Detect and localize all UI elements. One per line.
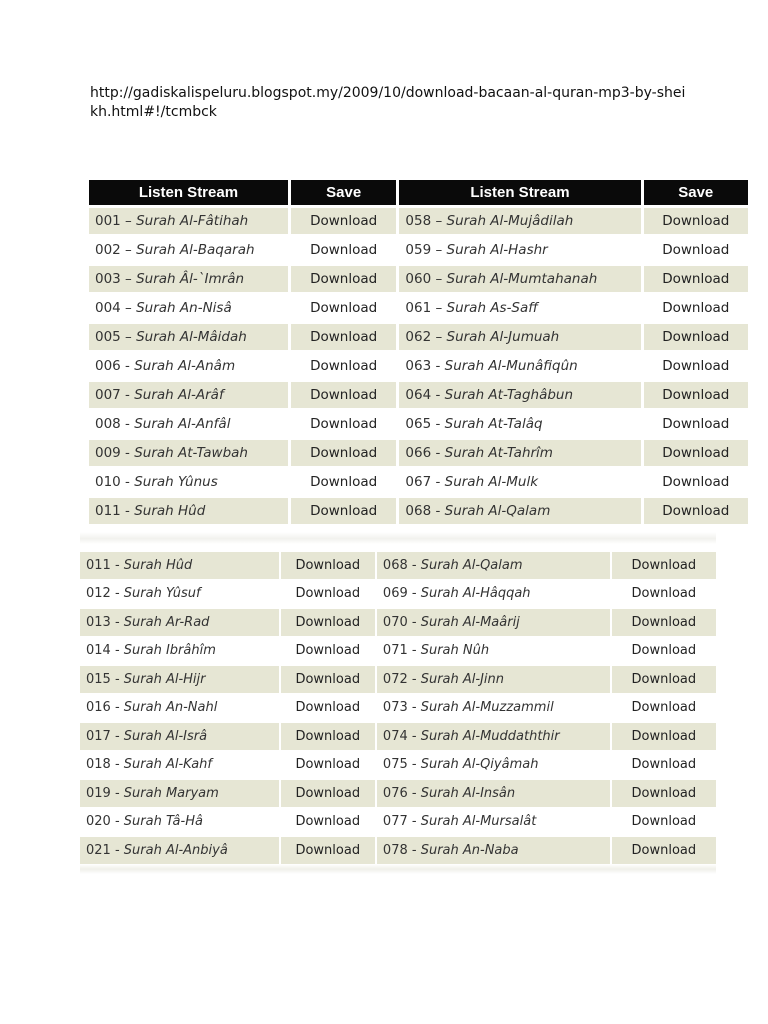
download-link[interactable]: Download xyxy=(281,723,375,750)
surah-number: 004 – xyxy=(95,300,137,316)
table-row xyxy=(80,695,716,722)
surah-number: 003 – xyxy=(95,271,137,287)
surah-number: 072 - xyxy=(382,671,421,687)
header-save: Save xyxy=(291,180,396,205)
surah-number: 064 - xyxy=(405,387,445,403)
download-link[interactable]: Download xyxy=(291,266,396,292)
download-link[interactable]: Download xyxy=(291,469,396,495)
surah-number: 010 - xyxy=(95,474,135,490)
surah-name-link[interactable]: Surah Al-Anbiyâ xyxy=(123,842,228,858)
surah-name-link[interactable]: Surah Al-Muddaththir xyxy=(420,728,560,744)
source-url[interactable]: http://gadiskalispeluru.blogspot.my/2009/10/download-bacaan-al-quran-mp3-by-sheikh.html#!/tcmbck xyxy=(90,85,686,120)
surah-number: 078 - xyxy=(382,842,421,858)
download-link[interactable]: Download xyxy=(612,752,716,779)
surah-name-link[interactable]: Surah Yûnus xyxy=(134,474,218,490)
surah-name-link[interactable]: Surah Al-Maârij xyxy=(420,614,520,630)
header-listen-stream: Listen Stream xyxy=(89,180,288,205)
surah-number: 013 - xyxy=(86,614,124,630)
header-save: Save xyxy=(644,180,749,205)
surah-stream-cell[interactable] xyxy=(80,695,279,722)
table-row xyxy=(89,498,748,524)
download-link[interactable]: Download xyxy=(644,324,749,350)
download-link[interactable]: Download xyxy=(644,208,749,234)
surah-stream-cell[interactable] xyxy=(89,266,288,292)
download-link[interactable]: Download xyxy=(612,723,716,750)
surah-number: 005 – xyxy=(95,329,137,345)
surah-number: 060 – xyxy=(405,271,447,287)
download-link[interactable]: Download xyxy=(281,752,375,779)
surah-name-link[interactable]: Surah As-Saff xyxy=(446,300,539,316)
surah-name-link[interactable]: Surah At-Taghâbun xyxy=(444,387,574,403)
surah-stream-cell[interactable] xyxy=(80,837,279,864)
table-row xyxy=(89,266,748,292)
download-link[interactable]: Download xyxy=(644,266,749,292)
surah-name-link[interactable]: Surah Al-Insân xyxy=(420,785,516,801)
table-row xyxy=(89,208,748,234)
surah-table-top-body xyxy=(89,208,748,524)
surah-number: 066 - xyxy=(405,445,445,461)
download-link[interactable]: Download xyxy=(291,353,396,379)
surah-number: 074 - xyxy=(382,728,421,744)
surah-number: 011 - xyxy=(95,503,135,519)
download-link[interactable]: Download xyxy=(612,609,716,636)
surah-stream-cell[interactable] xyxy=(377,695,610,722)
download-link[interactable]: Download xyxy=(644,382,749,408)
surah-number: 061 – xyxy=(405,300,447,316)
surah-number: 068 - xyxy=(405,503,445,519)
download-link[interactable]: Download xyxy=(291,237,396,263)
surah-stream-cell[interactable] xyxy=(377,552,610,579)
surah-stream-cell[interactable] xyxy=(399,382,640,408)
surah-number: 076 - xyxy=(382,785,421,801)
surah-stream-cell[interactable] xyxy=(377,638,610,665)
surah-number: 014 - xyxy=(86,643,124,659)
surah-stream-cell[interactable] xyxy=(377,837,610,864)
surah-name-link[interactable]: Surah Al-Arâf xyxy=(134,387,224,403)
cropped-row-edge xyxy=(80,864,716,874)
surah-number: 018 - xyxy=(86,757,124,773)
surah-name-link[interactable]: Surah Al-Mulk xyxy=(444,474,539,490)
table-row xyxy=(80,609,716,636)
surah-name-link[interactable]: Surah Al-Hâqqah xyxy=(420,586,531,602)
surah-number: 008 - xyxy=(95,416,135,432)
surah-stream-cell[interactable] xyxy=(89,440,288,466)
surah-number: 063 - xyxy=(405,358,445,374)
surah-number: 012 - xyxy=(86,586,124,602)
table-row xyxy=(80,752,716,779)
table-row xyxy=(89,382,748,408)
table-header-row xyxy=(89,180,748,205)
download-link[interactable]: Download xyxy=(281,638,375,665)
download-link[interactable]: Download xyxy=(281,609,375,636)
download-link[interactable]: Download xyxy=(612,695,716,722)
download-link[interactable]: Download xyxy=(612,552,716,579)
download-link[interactable]: Download xyxy=(291,411,396,437)
surah-name-link[interactable]: Surah Al-Mâidah xyxy=(136,329,247,345)
surah-name-link[interactable]: Surah At-Tahrîm xyxy=(444,445,553,461)
download-link[interactable]: Download xyxy=(281,666,375,693)
surah-stream-cell[interactable] xyxy=(89,208,288,234)
surah-number: 021 - xyxy=(86,842,124,858)
surah-name-link[interactable]: Surah Al-Baqarah xyxy=(136,242,255,258)
surah-number: 077 - xyxy=(382,814,421,830)
download-link[interactable]: Download xyxy=(281,581,375,608)
surah-stream-cell[interactable] xyxy=(377,809,610,836)
surah-name-link[interactable]: Surah Al-Kahf xyxy=(123,757,212,773)
surah-name-link[interactable]: Surah Al-Munâfiqûn xyxy=(444,358,578,374)
surah-name-link[interactable]: Surah An-Nisâ xyxy=(136,300,232,316)
surah-stream-cell[interactable] xyxy=(399,237,640,263)
surah-name-link[interactable]: Surah Hûd xyxy=(134,503,206,519)
surah-stream-cell[interactable] xyxy=(89,498,288,524)
surah-stream-cell[interactable] xyxy=(399,266,640,292)
download-link[interactable]: Download xyxy=(291,295,396,321)
cropped-row-edge xyxy=(80,532,716,544)
download-link[interactable]: Download xyxy=(644,498,749,524)
download-link[interactable]: Download xyxy=(644,469,749,495)
download-link[interactable]: Download xyxy=(281,695,375,722)
download-link[interactable]: Download xyxy=(612,780,716,807)
surah-name-link[interactable]: Surah Ar-Rad xyxy=(123,614,210,630)
surah-name-link[interactable]: Surah Al-Hijr xyxy=(123,671,206,687)
surah-name-link[interactable]: Surah Tâ-Hâ xyxy=(123,814,203,830)
surah-number: 017 - xyxy=(86,728,124,744)
download-link[interactable]: Download xyxy=(291,208,396,234)
surah-name-link[interactable]: Surah At-Talâq xyxy=(444,416,543,432)
surah-stream-cell[interactable] xyxy=(377,666,610,693)
download-link[interactable]: Download xyxy=(281,837,375,864)
surah-number: 020 - xyxy=(86,814,124,830)
download-link[interactable]: Download xyxy=(291,498,396,524)
surah-number: 067 - xyxy=(405,474,445,490)
table-row xyxy=(80,638,716,665)
download-link[interactable]: Download xyxy=(291,382,396,408)
surah-number: 009 - xyxy=(95,445,135,461)
surah-number: 007 - xyxy=(95,387,135,403)
surah-number: 019 - xyxy=(86,785,124,801)
surah-name-link[interactable]: Surah Al-Anâm xyxy=(134,358,236,374)
table-row xyxy=(80,837,716,864)
surah-stream-cell[interactable] xyxy=(80,809,279,836)
surah-stream-cell[interactable] xyxy=(399,208,640,234)
surah-name-link[interactable]: Surah An-Naba xyxy=(420,842,519,858)
surah-stream-cell[interactable] xyxy=(399,353,640,379)
surah-name-link[interactable]: Surah Âl-`Imrân xyxy=(136,271,245,287)
surah-stream-cell[interactable] xyxy=(89,324,288,350)
surah-number: 015 - xyxy=(86,671,124,687)
surah-name-link[interactable]: Surah Yûsuf xyxy=(123,586,201,602)
surah-table-bottom xyxy=(78,550,718,866)
download-link[interactable]: Download xyxy=(612,666,716,693)
surah-name-link[interactable]: Surah Al-Qalam xyxy=(420,557,523,573)
download-link[interactable]: Download xyxy=(612,638,716,665)
download-link[interactable]: Download xyxy=(281,552,375,579)
surah-stream-cell[interactable] xyxy=(377,752,610,779)
download-link[interactable]: Download xyxy=(291,324,396,350)
surah-name-link[interactable]: Surah At-Tawbah xyxy=(134,445,248,461)
surah-name-link[interactable]: Surah Al-Anfâl xyxy=(134,416,231,432)
surah-stream-cell[interactable] xyxy=(80,752,279,779)
download-link[interactable]: Download xyxy=(291,440,396,466)
download-link[interactable]: Download xyxy=(612,581,716,608)
surah-name-link[interactable]: Surah Nûh xyxy=(420,643,490,659)
surah-stream-cell[interactable] xyxy=(89,295,288,321)
surah-name-link[interactable]: Surah Al-Qalam xyxy=(444,503,551,519)
surah-stream-cell[interactable] xyxy=(399,498,640,524)
surah-number: 001 – xyxy=(95,213,137,229)
table-row xyxy=(89,469,748,495)
table-row xyxy=(89,237,748,263)
surah-name-link[interactable]: Surah Al-Mujâdilah xyxy=(446,213,574,229)
surah-stream-cell[interactable] xyxy=(80,666,279,693)
surah-stream-cell[interactable] xyxy=(89,469,288,495)
surah-number: 075 - xyxy=(382,757,421,773)
surah-name-link[interactable]: Surah Hûd xyxy=(123,557,193,573)
download-link[interactable]: Download xyxy=(281,780,375,807)
surah-number: 071 - xyxy=(382,643,421,659)
surah-number: 059 – xyxy=(405,242,447,258)
table-row xyxy=(80,809,716,836)
surah-name-link[interactable]: Surah An-Nahl xyxy=(123,700,218,716)
download-link[interactable]: Download xyxy=(644,440,749,466)
surah-table-top xyxy=(86,177,751,527)
download-link[interactable]: Download xyxy=(644,237,749,263)
download-link[interactable]: Download xyxy=(612,809,716,836)
surah-stream-cell[interactable] xyxy=(377,609,610,636)
surah-stream-cell[interactable] xyxy=(89,382,288,408)
download-link[interactable]: Download xyxy=(612,837,716,864)
table-row xyxy=(80,552,716,579)
surah-number: 016 - xyxy=(86,700,124,716)
surah-number: 002 – xyxy=(95,242,137,258)
surah-name-link[interactable]: Surah Al-Jinn xyxy=(420,671,504,687)
table-row xyxy=(80,780,716,807)
header-listen-stream: Listen Stream xyxy=(399,180,640,205)
surah-number: 011 - xyxy=(86,557,124,573)
surah-number: 006 - xyxy=(95,358,135,374)
surah-stream-cell[interactable] xyxy=(399,411,640,437)
download-link[interactable]: Download xyxy=(281,809,375,836)
surah-stream-cell[interactable] xyxy=(89,353,288,379)
surah-number: 070 - xyxy=(382,614,421,630)
surah-name-link[interactable]: Surah Al-Isrâ xyxy=(123,728,208,744)
surah-stream-cell[interactable] xyxy=(377,723,610,750)
surah-name-link[interactable]: Surah Al-Hashr xyxy=(446,242,548,258)
surah-stream-cell[interactable] xyxy=(80,638,279,665)
surah-stream-cell[interactable] xyxy=(89,411,288,437)
surah-stream-cell[interactable] xyxy=(399,324,640,350)
surah-stream-cell[interactable] xyxy=(377,780,610,807)
table-row xyxy=(89,353,748,379)
surah-number: 069 - xyxy=(382,586,421,602)
surah-stream-cell[interactable] xyxy=(377,581,610,608)
surah-stream-cell[interactable] xyxy=(80,609,279,636)
surah-stream-cell[interactable] xyxy=(80,723,279,750)
surah-number: 065 - xyxy=(405,416,445,432)
surah-stream-cell[interactable] xyxy=(399,295,640,321)
table-row xyxy=(89,295,748,321)
surah-name-link[interactable]: Surah Al-Mursalât xyxy=(420,814,537,830)
surah-name-link[interactable]: Surah Al-Qiyâmah xyxy=(420,757,539,773)
surah-name-link[interactable]: Surah Maryam xyxy=(123,785,219,801)
download-link[interactable]: Download xyxy=(644,353,749,379)
surah-number: 058 – xyxy=(405,213,447,229)
surah-table-bottom-body xyxy=(80,552,716,864)
table-row xyxy=(89,440,748,466)
surah-name-link[interactable]: Surah Al-Fâtihah xyxy=(136,213,249,229)
download-link[interactable]: Download xyxy=(644,295,749,321)
surah-stream-cell[interactable] xyxy=(399,469,640,495)
surah-name-link[interactable]: Surah Al-Mumtahanah xyxy=(446,271,598,287)
table-row xyxy=(80,581,716,608)
download-link[interactable]: Download xyxy=(644,411,749,437)
surah-name-link[interactable]: Surah Al-Muzzammil xyxy=(420,700,554,716)
surah-number: 068 - xyxy=(382,557,421,573)
surah-name-link[interactable]: Surah Ibrâhîm xyxy=(123,643,216,659)
surah-number: 073 - xyxy=(382,700,421,716)
table-row xyxy=(80,723,716,750)
surah-stream-cell[interactable] xyxy=(80,780,279,807)
table-row xyxy=(80,666,716,693)
table-row xyxy=(89,411,748,437)
surah-stream-cell[interactable] xyxy=(80,552,279,579)
table-row xyxy=(89,324,748,350)
surah-stream-cell[interactable] xyxy=(399,440,640,466)
surah-stream-cell[interactable] xyxy=(80,581,279,608)
surah-name-link[interactable]: Surah Al-Jumuah xyxy=(446,329,560,345)
surah-number: 062 – xyxy=(405,329,447,345)
surah-stream-cell[interactable] xyxy=(89,237,288,263)
